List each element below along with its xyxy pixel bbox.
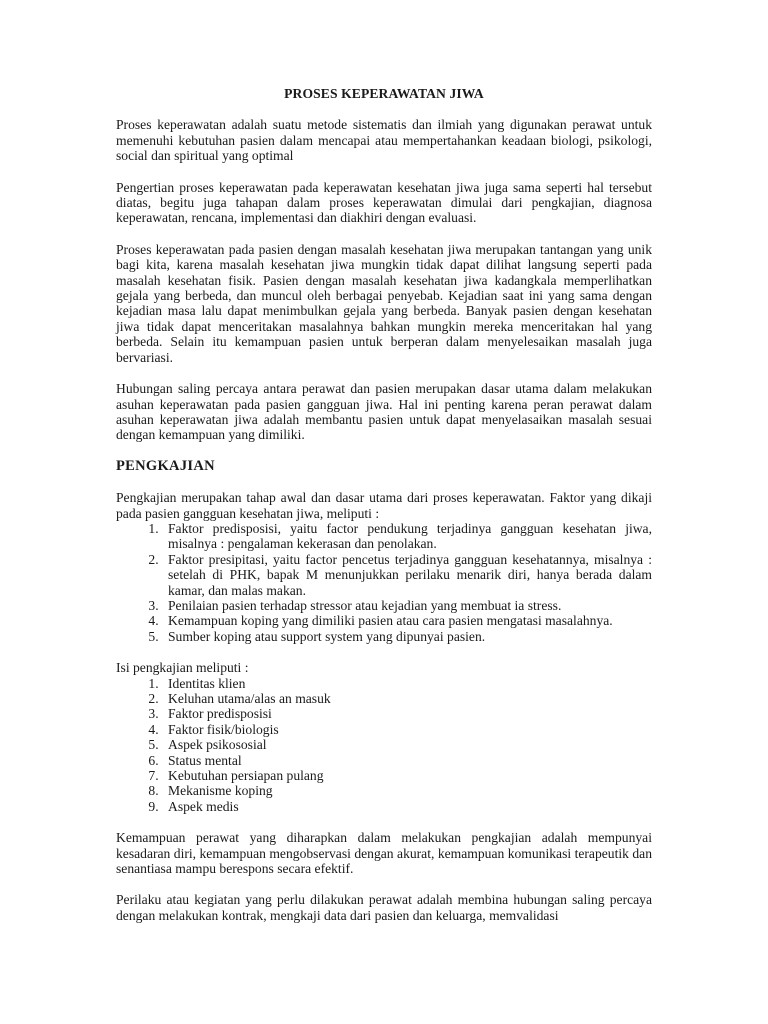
paragraph-nurse-abilities: Kemampuan perawat yang diharapkan dalam melakukan pengkajian adalah mempunyai kesadaran diri, kemampuan mengobservasi dengan akurat, kemampuan komunikasi terapeutik dan senantiasa mampu berespons secara efektif.: [116, 830, 652, 877]
paragraph-definition: Proses keperawatan adalah suatu metode sistematis dan ilmiah yang digunakan perawat untuk memenuhi kebutuhan pasien dalam mencapai atau mempertahankan keadaan biologi, psikologi, social dan spiritual yang optimal: [116, 117, 652, 164]
list-item: 2. Keluhan utama/alas an masuk: [162, 691, 652, 706]
paragraph-challenges: Proses keperawatan pada pasien dengan masalah kesehatan jiwa merupakan tantangan yang unik bagi kita, karena masalah kesehatan jiwa mungkin tidak dapat dilihat langsung seperti pada masalah kesehatan fisik. Pasien dengan masalah kesehatan jiwa kadangkala memperlihatkan gejala yang berbeda, dan muncul oleh berbagai penyebab. Kejadian saat ini yang sama dengan kejadian masa lalu dapat menimbulkan gejala yang berbeda. Banyak pasien dengan kesehatan jiwa tidak dapat menceritakan masalahnya bahkan mungkin mereka menceritakan hal yang berbeda. Selain itu kemampuan pasien untuk berperan dalam menyelesaikan masalah juga bervariasi.: [116, 241, 652, 365]
paragraph-contents-intro: Isi pengkajian meliputi :: [116, 660, 249, 676]
factors-list: [116, 521, 652, 644]
list-item: 9. Aspek medis: [162, 799, 652, 814]
list-item: 7. Kebutuhan persiapan pulang: [162, 768, 652, 783]
list-item: 1. Identitas klien: [162, 676, 652, 691]
list-item: 5. Sumber koping atau support system yang dipunyai pasien.: [162, 629, 652, 644]
list-item: 3. Faktor predisposisi: [162, 706, 652, 721]
paragraph-nurse-activities: Perilaku atau kegiatan yang perlu dilakukan perawat adalah membina hubungan saling percaya dengan melakukan kontrak, mengkaji data dari pasien dan keluarga, memvalidasi: [116, 892, 652, 923]
list-item: 8. Mekanisme koping: [162, 783, 652, 798]
contents-list: [116, 676, 652, 815]
list-item: 2. Faktor presipitasi, yaitu factor pencetus terjadinya gangguan kesehatannya, misalnya : setelah di PHK, bapak M menunjukkan perilaku menarik diri, hanya berada dalam kamar, dan malas makan.: [162, 552, 652, 598]
list-item: 5. Aspek psikososial: [162, 737, 652, 752]
paragraph-factors-intro: Pengkajian merupakan tahap awal dan dasar utama dari proses keperawatan. Faktor yang dikaji pada pasien gangguan kesehatan jiwa, meliputi :: [116, 490, 652, 521]
list-item: 1. Faktor predisposisi, yaitu factor pendukung terjadinya gangguan kesehatan jiwa, misalnya : pengalaman kekerasan dan penolakan.: [162, 521, 652, 552]
section-heading-pengkajian: PENGKAJIAN: [116, 457, 215, 474]
list-item: 4. Kemampuan koping yang dimiliki pasien atau cara pasien mengatasi masalahnya.: [162, 613, 652, 628]
document-title: PROSES KEPERAWATAN JIWA: [284, 86, 484, 101]
list-item: 4. Faktor fisik/biologis: [162, 722, 652, 737]
paragraph-trust: Hubungan saling percaya antara perawat dan pasien merupakan dasar utama dalam melakukan asuhan keperawatan pada pasien gangguan jiwa. Hal ini penting karena peran perawat dalam asuhan keperawatan jiwa adalah membantu pasien untuk dapat menyelasaikan masalah sesuai dengan kemampuan yang dimiliki.: [116, 381, 652, 443]
paragraph-mental-health-definition: Pengertian proses keperawatan pada keperawatan kesehatan jiwa juga sama seperti hal tersebut diatas, begitu juga tahapan dalam proses keperawatan dimulai dari pengkajian, diagnosa keperawatan, rencana, implementasi dan diakhiri dengan evaluasi.: [116, 179, 652, 226]
list-item: 3. Penilaian pasien terhadap stressor atau kejadian yang membuat ia stress.: [162, 598, 652, 613]
list-item: 6. Status mental: [162, 753, 652, 768]
